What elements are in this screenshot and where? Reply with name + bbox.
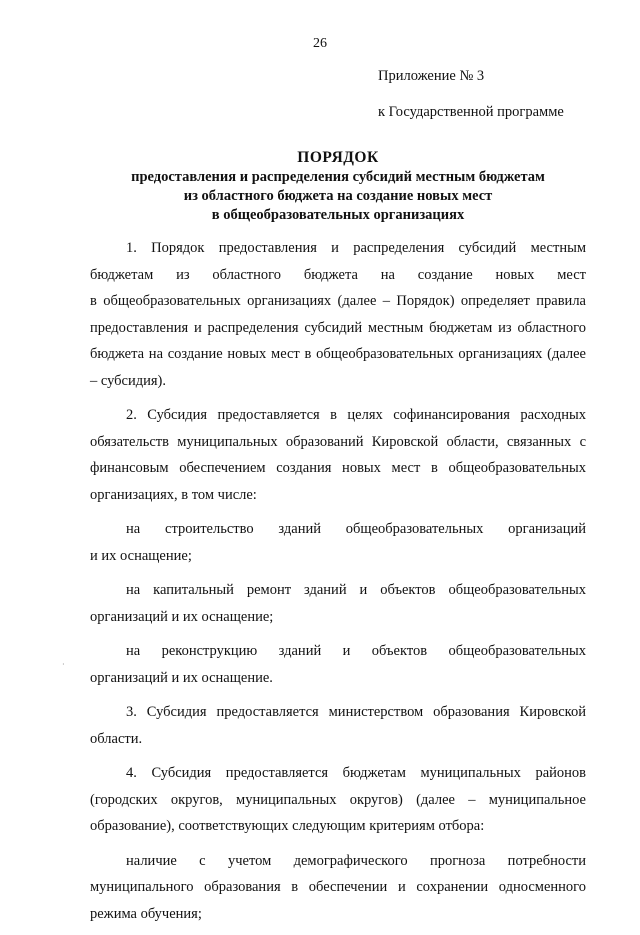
paragraph-1-first-lines: 1. Порядок предоставления и распределения субсидий местным бюджетам из областного бюджета на создание новых мест — [90, 240, 586, 283]
appendix-label: Приложение № 3 — [378, 68, 485, 84]
paragraph-2-item-1-rest: и их оснащение; — [90, 547, 192, 564]
paragraph-2-item-2: на капитальный ремонт зданий и объектов общеобразовательных организаций и их оснащение; — [90, 582, 586, 625]
title-main: ПОРЯДОК — [297, 149, 379, 166]
appendix-program-reference: к Государственной программе — [378, 104, 564, 120]
paragraph-2-item-3-first: на реконструкцию зданий и объектов общеобразовательных — [126, 643, 586, 659]
document-title — [86, 148, 590, 225]
paragraph-4: 4. Субсидия предоставляется бюджетам муниципальных районов (городских округов, муниципальных округов) (далее – муниципальное образование), соответствующих следующим критериям отбора: — [90, 765, 586, 834]
paragraph-2-item-1-first: на строительство зданий общеобразовательных организаций — [126, 521, 586, 537]
paragraph-2: 2. Субсидия предоставляется в целях софинансирования расходных обязательств муниципальных образований Кировской области, связанных с финансовым обеспечением создания новых мест в общеобразовательных организациях, в том числе: — [90, 407, 586, 503]
document-body — [90, 235, 586, 935]
paragraph-2-item-3-rest: организаций и их оснащение. — [90, 669, 273, 686]
page-number: 26 — [313, 36, 327, 51]
title-subline-3: в общеобразовательных организациях — [211, 207, 465, 223]
paragraph-1-rest: в общеобразовательных организациях (далее – Порядок) определяет правила предоставления и распределения субсидий местным бюджетам из областного бюджета на создание новых мест в общеобразовательных организациях (далее – субсидия). — [90, 293, 586, 389]
title-subline-2: из областного бюджета на создание новых мест — [183, 188, 493, 204]
scan-speck: · — [62, 660, 65, 669]
paragraph-4-item-1: наличие с учетом демографического прогноза потребности муниципального образования в обеспечении и сохранении односменного режима обучения; — [90, 852, 586, 922]
title-subline-1: предоставления и распределения субсидий местным бюджетам — [131, 169, 545, 185]
paragraph-3: 3. Субсидия предоставляется министерством образования Кировской области. — [90, 704, 586, 747]
